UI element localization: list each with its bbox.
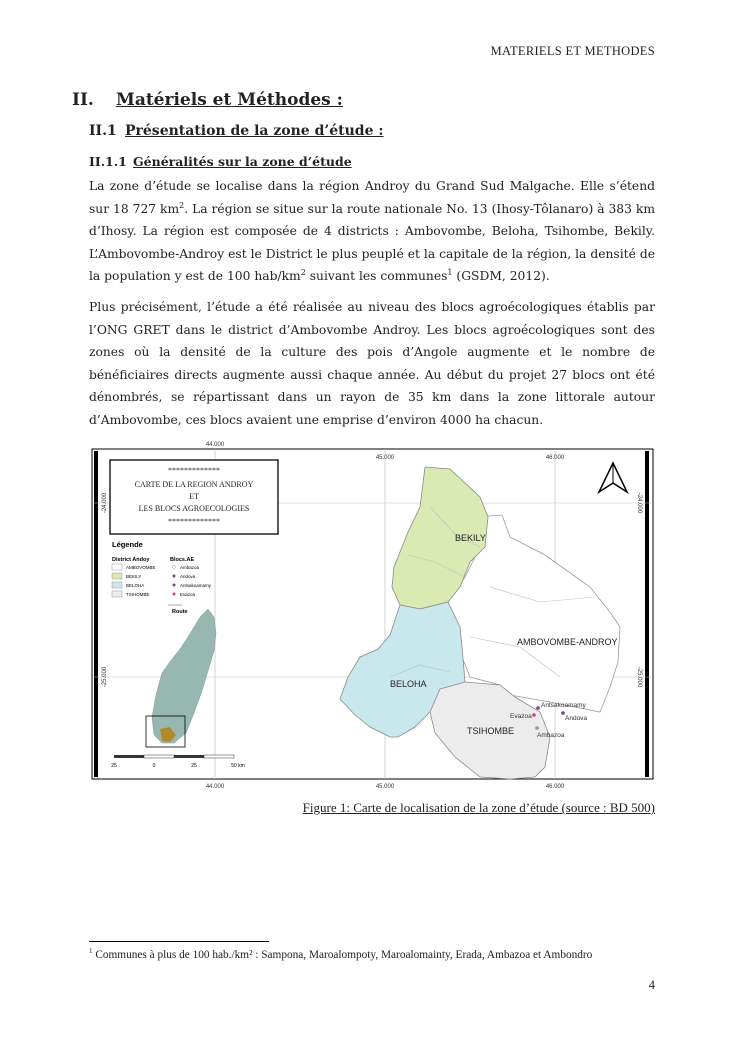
figure-caption: Figure 1: Carte de localisation de la zone d’étude (source : BD 500) [302, 800, 655, 815]
label-andova: Andova [565, 715, 588, 722]
label-bekily: BEKILY [455, 533, 486, 543]
legend-swatch-bekily [112, 573, 122, 579]
bloc-evazoa-marker [532, 713, 536, 717]
legend-route: Route [172, 609, 188, 615]
scale-label-2: 0 [152, 763, 156, 769]
bloc-antsakoamamy-marker [536, 706, 540, 710]
p1-sup-1: 2 [179, 200, 185, 210]
map-title-line-2: ET [189, 492, 199, 501]
legend-bloc-1: Ambazoa [180, 565, 200, 570]
frame-bar-left [94, 451, 98, 777]
frame-bar-right [645, 451, 649, 777]
subsubsection-heading [89, 154, 352, 169]
paragraph-1 [89, 175, 655, 288]
label-ambovombe: AMBOVOMBE-ANDROY [517, 637, 618, 647]
p1-text-c: suivant les communes [305, 269, 448, 283]
footnote-text: Communes à plus de 100 hab./km² : Sampona, Maroalompoty, Maroalomainty, Erada, Ambazoa et Ambondro [92, 949, 593, 961]
bloc-ambazoa-marker [535, 726, 539, 730]
legend-bloc-marker-3 [173, 584, 176, 587]
coord-right-1: -24.000 [636, 492, 642, 514]
map-title-line-3: LES BLOCS AGROECOLOGIES [138, 504, 250, 513]
paragraph-2: Plus précisément, l’étude a été réalisée au niveau des blocs agroécologiques établis par l’ONG GRET dans le district d’Ambovombe Androy. Les blocs agroécologiques sont des zones où la densité de la culture des pois d’Angole augmente et le nombre de bénéficiaires directs augmente aussi chaque année. Au début du projet 27 blocs ont été dénombrés, se répartissant dans un rayon de 35 km dans la zone littorale autour d’Ambovombe, ces blocs avaient une emprise d’environ 4000 ha chacun. [89, 300, 655, 427]
coord-top-3: 46.000 [545, 455, 565, 461]
legend-title: Légende [112, 540, 143, 549]
title-stars-bottom: ************* [168, 517, 220, 526]
p1-sup-2: 2 [300, 267, 306, 277]
legend-swatch-ambovombe [112, 564, 122, 570]
section-heading [72, 90, 343, 110]
label-beloha: BELOHA [390, 679, 427, 689]
subsection-title: Présentation de la zone d’étude : [125, 123, 384, 139]
scale-seg-2 [144, 755, 174, 758]
legend-blocs-header: Blocs.AE [170, 557, 195, 563]
legend-district-3: BELOHA [126, 583, 145, 588]
coord-right-2: -25.000 [636, 666, 642, 688]
subsubsection-title: Généralités sur la zone d’étude [133, 154, 352, 169]
title-stars-top: ************* [168, 466, 220, 475]
legend-district-4: TSIHOMBE [126, 592, 150, 597]
coord-bottom-1: 44.000 [205, 784, 225, 790]
map-svg [90, 437, 655, 793]
coord-left-1: -24.000 [102, 492, 108, 514]
subsubsection-number: II.1.1 [89, 154, 127, 169]
legend-bloc-2: Andova [180, 574, 196, 579]
legend-bloc-marker-1 [173, 566, 176, 569]
coord-top-2: 45.000 [375, 455, 395, 461]
scale-label-3: 25 [191, 763, 197, 769]
scale-seg-3 [174, 755, 204, 758]
label-tsihombe: TSIHOMBE [467, 726, 515, 736]
label-antsakoamamy: Antsakoamamy [541, 702, 586, 709]
label-ambazoa: Ambazoa [537, 732, 565, 739]
coord-top-1: 44.000 [205, 442, 225, 448]
scale-label-1: 25 [111, 763, 117, 769]
coord-bottom-2: 45.000 [375, 784, 395, 790]
scale-seg-1 [114, 755, 144, 758]
label-evazoa: Evazoa [510, 713, 532, 720]
section-title: Matériels et Méthodes : [116, 90, 343, 110]
legend-district-header: District Andoy [112, 557, 150, 563]
running-header: MATERIELS ET METHODES [490, 44, 655, 58]
footnote [89, 949, 592, 961]
page-number: 4 [648, 978, 655, 992]
footnote-ref[interactable]: 1 [447, 267, 453, 277]
coord-left-2: -25.000 [102, 666, 108, 688]
legend-bloc-marker-2 [173, 575, 176, 578]
p1-text-d: (GSDM, 2012). [452, 269, 550, 283]
legend-district-1: AMBOVOMBE [126, 565, 156, 570]
legend-bloc-4: Evazoa [180, 592, 196, 597]
map-figure [90, 437, 655, 793]
legend-district-2: BEKILY [126, 574, 142, 579]
subsection-number: II.1 [89, 123, 117, 139]
p1-text-b: . La région se situe sur la route nationale No. 13 (Ihosy-Tôlanaro) à 383 km d’Ihosy. La région est composée de 4 districts : Ambovombe, Beloha, Tsihombe, Bekily. L’Ambovombe-Androy est le District le plus peuplé et la capitale de la région, la densité de la population y est de 100 hab/km [89, 201, 655, 283]
legend-swatch-beloha [112, 582, 122, 588]
footnote-separator [89, 941, 269, 942]
scale-label-4: 50 km [231, 763, 245, 769]
map-title-line-1: CARTE DE LA REGION ANDROY [134, 480, 254, 489]
footnote-marker: 1 [89, 947, 93, 956]
section-number: II. [72, 90, 94, 110]
subsection-heading [89, 123, 384, 139]
p1-text-a: La zone d’étude se localise dans la région Androy du Grand Sud Malgache. Elle s’étend sur 18 727 km [89, 179, 655, 216]
legend-bloc-3: Antsakoamamy [180, 583, 212, 588]
legend-swatch-tsihombe [112, 591, 122, 597]
coord-bottom-3: 46.000 [545, 784, 565, 790]
scale-seg-4 [204, 755, 234, 758]
legend-bloc-marker-4 [173, 593, 176, 596]
